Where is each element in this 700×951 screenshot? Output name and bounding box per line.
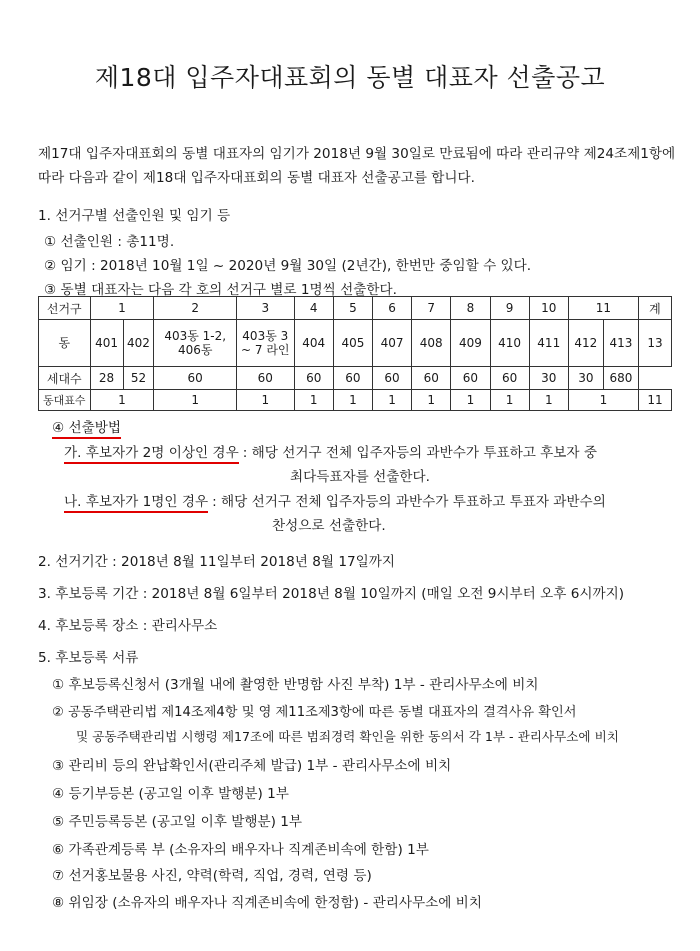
- table-cell: 1: [236, 390, 294, 411]
- method-heading: [52, 416, 121, 436]
- table-cell: 1: [333, 390, 372, 411]
- table-cell: 60: [490, 367, 529, 390]
- table-cell: 1: [154, 390, 236, 411]
- table-cell: 28: [90, 367, 123, 390]
- list-item: ⑤ 주민등록등본 (공고일 이후 발행분) 1부: [52, 814, 303, 830]
- row-label: 동: [39, 320, 91, 367]
- table-cell: 계: [638, 297, 671, 320]
- section-3: 3. 후보등록 기간 : 2018년 8월 6일부터 2018년 8월 10일까지 (매일 오전 9시부터 오후 6시까지): [38, 586, 625, 602]
- table-cell: 403동 3 ~ 7 라인: [236, 320, 294, 367]
- table-row: [39, 390, 672, 411]
- list-item: ④ 등기부등본 (공고일 이후 발행분) 1부: [52, 786, 289, 802]
- table-cell: 1: [451, 390, 490, 411]
- table-cell: 9: [490, 297, 529, 320]
- method-b-label: 나. 후보자가 1명인 경우: [64, 494, 208, 513]
- section-2: 2. 선거기간 : 2018년 8월 11일부터 2018년 8월 17일까지: [38, 554, 396, 570]
- table-cell: 3: [236, 297, 294, 320]
- method-a-text: : 해당 선거구 전체 입주자등의 과반수가 투표하고 후보자 중: [242, 445, 598, 461]
- table-cell: 411: [529, 320, 568, 367]
- table-cell: 11: [638, 390, 671, 411]
- table-cell: 60: [294, 367, 333, 390]
- table-cell: 8: [451, 297, 490, 320]
- table-cell: 5: [333, 297, 372, 320]
- method-a-text-cont: 최다득표자를 선출한다.: [290, 469, 430, 485]
- table-row: [39, 367, 672, 390]
- table-row: [39, 320, 672, 367]
- table-cell: 60: [412, 367, 451, 390]
- table-cell: 409: [451, 320, 490, 367]
- section-1-item-2: ② 임기 : 2018년 10월 1일 ~ 2020년 9월 30일 (2년간), 한번만 중임할 수 있다.: [44, 258, 532, 274]
- list-item: ③ 관리비 등의 완납확인서(관리주체 발급) 1부 - 관리사무소에 비치: [52, 758, 452, 774]
- table-cell: 405: [333, 320, 372, 367]
- table-cell: 13: [638, 320, 671, 367]
- table-cell: 401: [90, 320, 123, 367]
- table-cell: 60: [154, 367, 236, 390]
- table-cell: 413: [603, 320, 638, 367]
- section-4: 4. 후보등록 장소 : 관리사무소: [38, 618, 218, 634]
- section-1-item-1: ① 선출인원 : 총11명.: [44, 234, 175, 250]
- table-cell: 6: [372, 297, 411, 320]
- row-label: 세대수: [39, 367, 91, 390]
- row-label: 선거구: [39, 297, 91, 320]
- section-1-heading: 1. 선거구별 선출인원 및 임기 등: [38, 208, 231, 224]
- list-item: ② 공동주택관리법 제14조제4항 및 영 제11조제3항에 따른 동별 대표자의 결격사유 확인서: [52, 705, 577, 720]
- table-cell: 410: [490, 320, 529, 367]
- list-item: ⑧ 위임장 (소유자의 배우자나 직계존비속에 한정함) - 관리사무소에 비치: [52, 895, 482, 911]
- notice-title: 제18대 입주자대표회의 동별 대표자 선출공고: [94, 63, 606, 92]
- table-cell: 1: [90, 390, 154, 411]
- table-cell: 2: [154, 297, 236, 320]
- section-5-heading: 5. 후보등록 서류: [38, 650, 139, 666]
- method-b-text: : 해당 선거구 전체 입주자등의 과반수가 투표하고 투표자 과반수의: [212, 494, 606, 510]
- district-table: [38, 296, 672, 411]
- method-b-text-cont: 찬성으로 선출한다.: [272, 518, 386, 534]
- table-row: [39, 297, 672, 320]
- table-cell: 404: [294, 320, 333, 367]
- table-cell: 1: [372, 390, 411, 411]
- table-cell: 52: [123, 367, 154, 390]
- table-cell: 408: [412, 320, 451, 367]
- list-item: ⑥ 가족관계등록 부 (소유자의 배우자나 직계존비속에 한함) 1부: [52, 842, 429, 858]
- table-cell: 60: [333, 367, 372, 390]
- intro-paragraph: 제17대 입주자대표회의 동별 대표자의 임기가 2018년 9월 30일로 만료됨에 따라 관리규약 제24조제1항에 따라 다음과 같이 제18대 입주자대표회의 동별 대표자 선출공고를 합니다.: [38, 146, 676, 186]
- table-cell: 60: [236, 367, 294, 390]
- method-b-line: [64, 490, 606, 510]
- table-cell: 1: [412, 390, 451, 411]
- table-cell: 30: [568, 367, 603, 390]
- method-a-line: [64, 441, 597, 461]
- table-cell: 1: [529, 390, 568, 411]
- table-cell: 402: [123, 320, 154, 367]
- table-cell: 1: [490, 390, 529, 411]
- table-cell: 680: [603, 367, 638, 390]
- table-cell: 60: [451, 367, 490, 390]
- table-cell: 11: [568, 297, 638, 320]
- table-cell: 1: [294, 390, 333, 411]
- section-1-item-3: ③ 동별 대표자는 다음 각 호의 선거구 별로 1명씩 선출한다.: [44, 282, 397, 298]
- table-cell: 10: [529, 297, 568, 320]
- list-item: 및 공동주택관리법 시행령 제17조에 따른 범죄경력 확인을 위한 동의서 각 1부 - 관리사무소에 비치: [76, 729, 619, 744]
- table-cell: 1: [90, 297, 154, 320]
- table-cell: 4: [294, 297, 333, 320]
- table-cell: 412: [568, 320, 603, 367]
- table-cell: 60: [372, 367, 411, 390]
- list-item: ① 후보등록신청서 (3개월 내에 촬영한 반명함 사진 부착) 1부 - 관리사무소에 비치: [52, 677, 539, 693]
- table-cell: 30: [529, 367, 568, 390]
- method-a-label: 가. 후보자가 2명 이상인 경우: [64, 445, 239, 464]
- method-heading-text: ④ 선출방법: [52, 420, 121, 439]
- table-cell: 1: [568, 390, 638, 411]
- table-cell: 403동 1-2, 406동: [154, 320, 236, 367]
- table-cell: 407: [372, 320, 411, 367]
- table-cell: 7: [412, 297, 451, 320]
- row-label: 동대표수: [39, 390, 91, 411]
- list-item: ⑦ 선거홍보물용 사진, 약력(학력, 직업, 경력, 연령 등): [52, 868, 372, 884]
